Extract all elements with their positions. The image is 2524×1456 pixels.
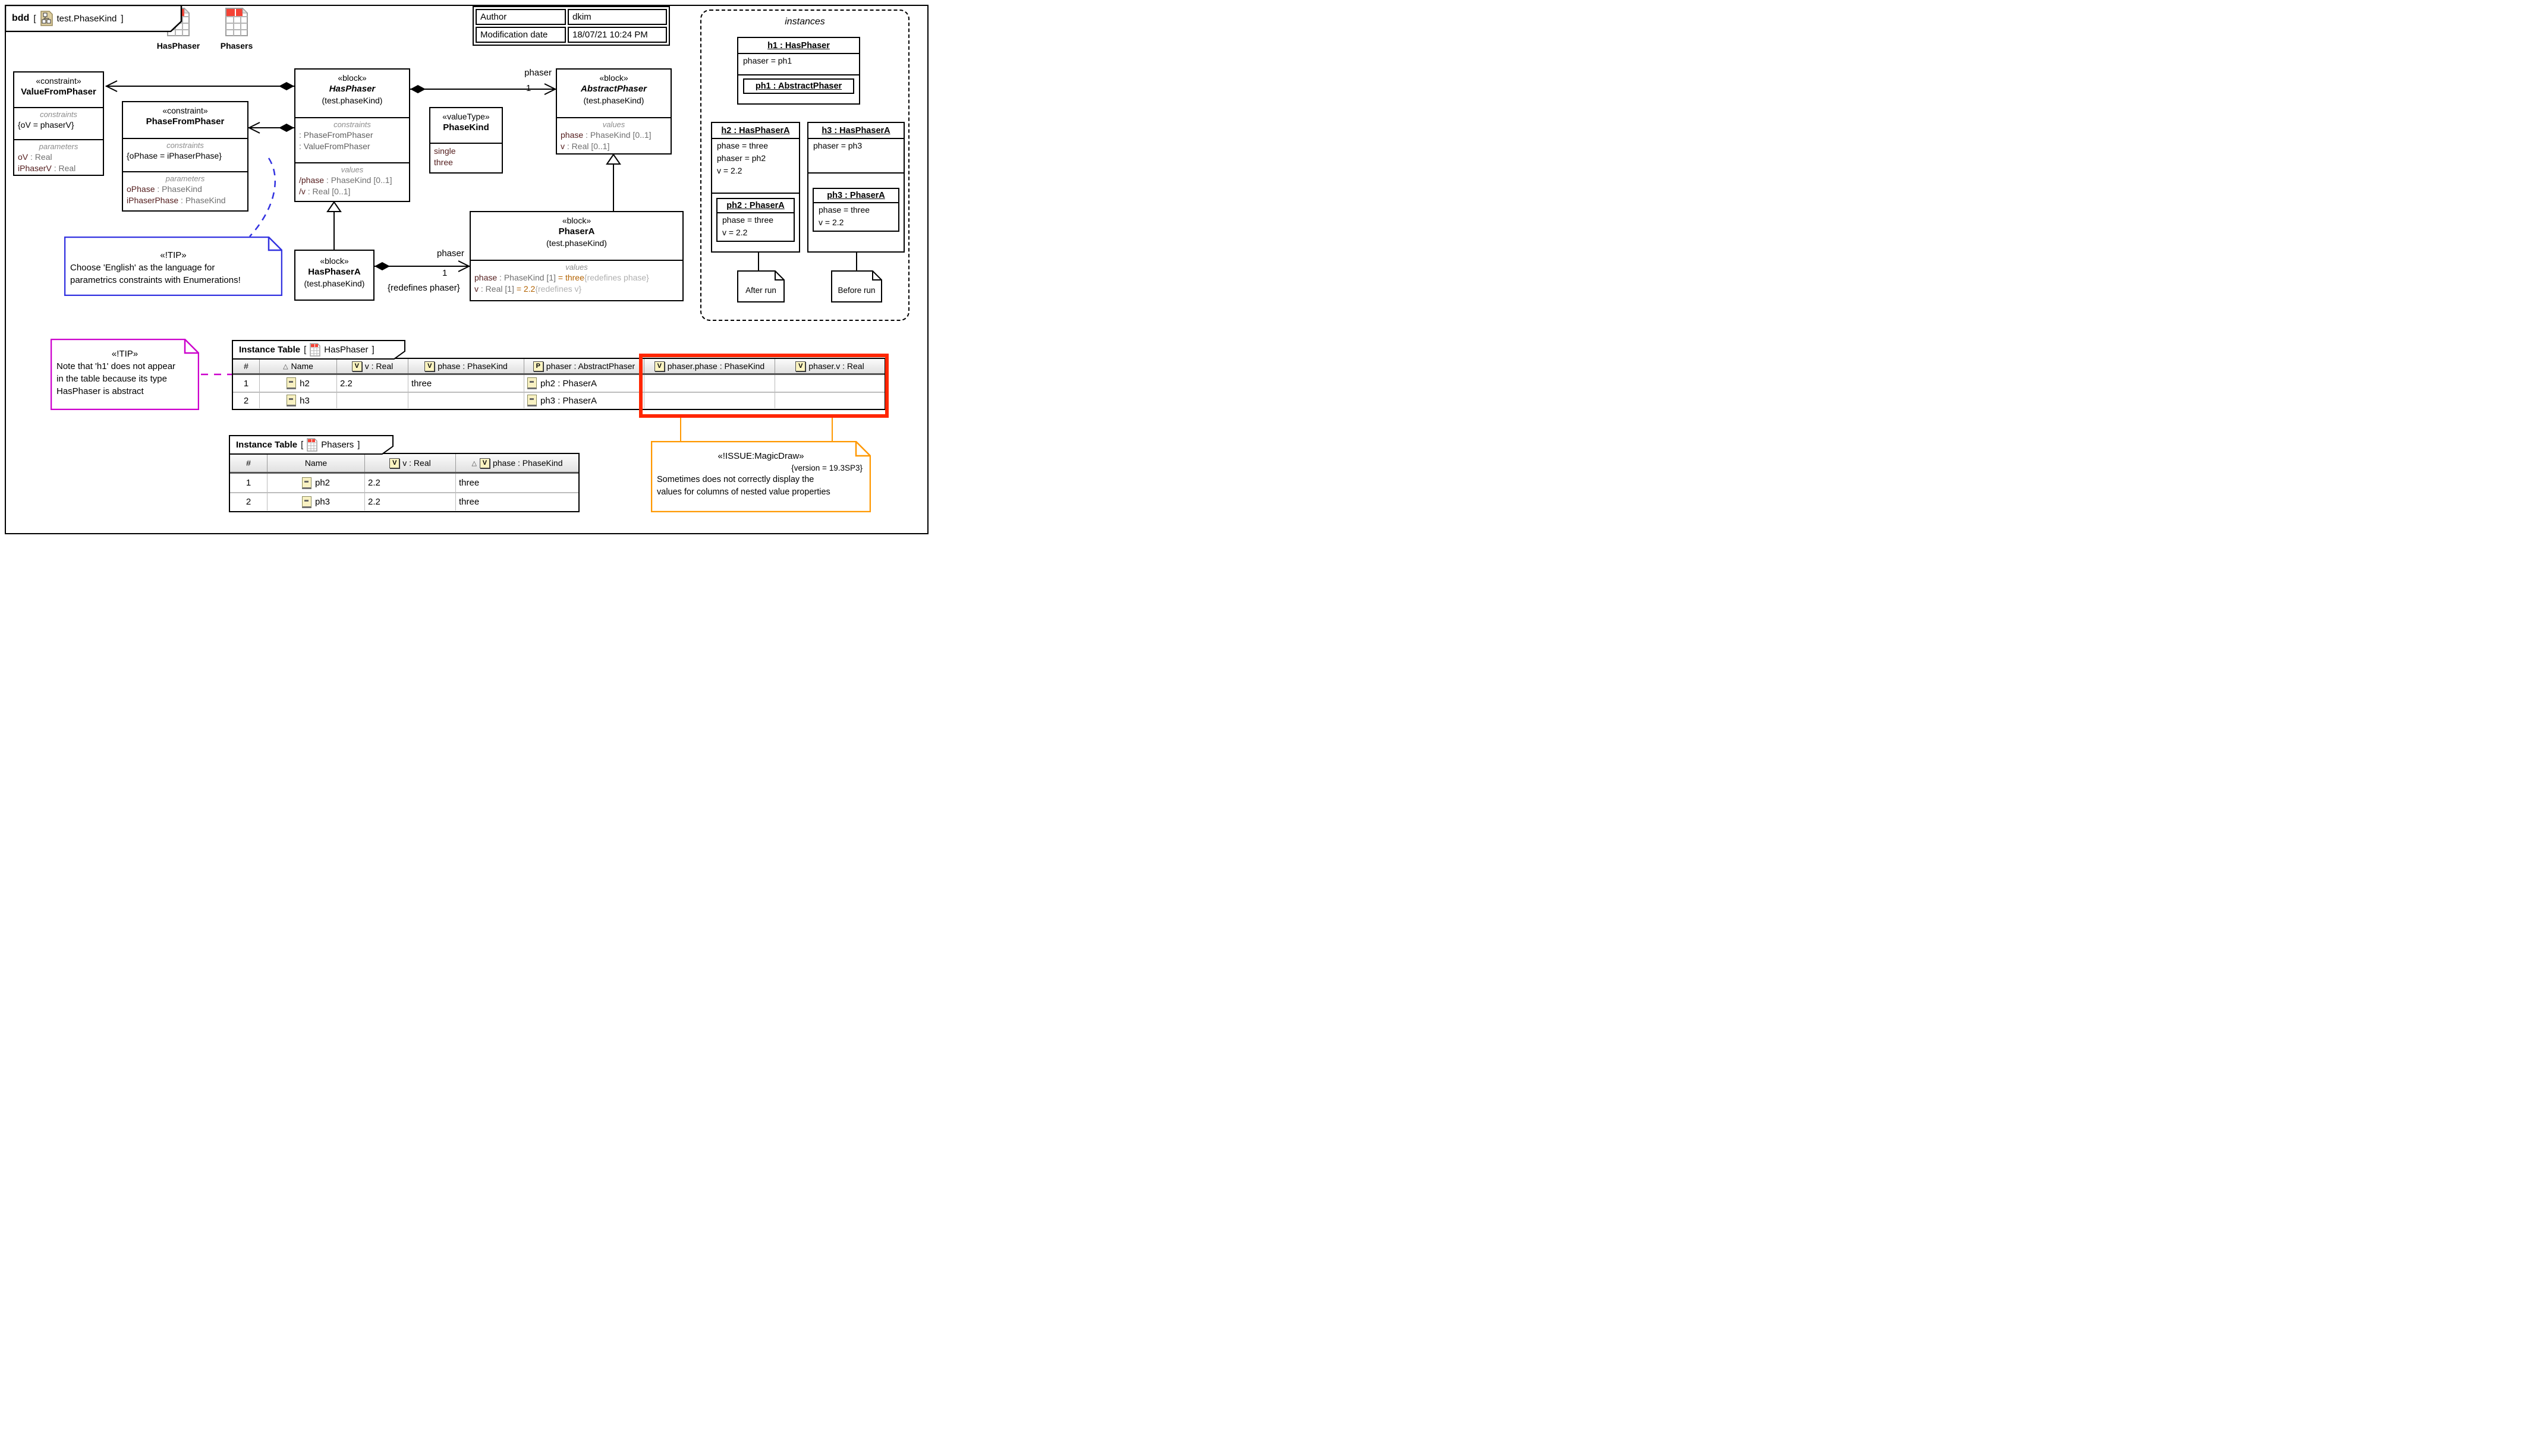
- value-property-icon: V: [352, 361, 362, 371]
- block-package: (test.phaseKind): [583, 96, 644, 105]
- sort-ascending-icon: △: [283, 363, 288, 370]
- block-name: ValueFromPhaser: [21, 87, 96, 97]
- instance-spec-icon: [287, 377, 296, 389]
- diagram-title: test.PhaseKind: [56, 13, 117, 24]
- table-row[interactable]: 1 h2 2.2 three ph2 : PhaserA: [233, 375, 885, 392]
- column-header-phase[interactable]: V phase : PhaseKind: [408, 359, 524, 373]
- block-name: HasPhaser: [329, 84, 376, 94]
- slot: phase = three: [717, 141, 769, 150]
- column-header-phase[interactable]: △ V phase : PhaseKind: [455, 454, 578, 472]
- instance-cell: ph3: [267, 493, 364, 510]
- column-header-v[interactable]: V v : Real: [364, 454, 455, 472]
- table-icon: [225, 7, 248, 37]
- value-property: /phase : PhaseKind [0..1]: [299, 175, 392, 185]
- note-after-run[interactable]: [737, 270, 785, 302]
- compartment-label: parameters: [165, 174, 205, 183]
- table-name: HasPhaser: [324, 345, 369, 355]
- note-text: Choose 'English' as the language for: [70, 263, 215, 273]
- note-stereotype: «!ISSUE:MagicDraw»: [717, 451, 804, 461]
- note-text: Sometimes does not correctly display the: [657, 475, 814, 484]
- note-tip-h1-abstract[interactable]: [51, 339, 199, 410]
- value-property-icon: V: [480, 458, 490, 468]
- instance-title: h3 : HasPhaserA: [822, 126, 890, 135]
- block-hasphaser[interactable]: [294, 68, 410, 202]
- slot: phaser = ph3: [813, 141, 863, 150]
- diagram-header-tab[interactable]: [5, 5, 183, 32]
- column-header-name[interactable]: △ Name: [259, 359, 336, 373]
- assoc-role-phaser-top[interactable]: phaser: [524, 68, 552, 78]
- valuetype-phasekind[interactable]: [429, 107, 503, 174]
- diagram-info-table[interactable]: [473, 6, 670, 46]
- table-title: Instance Table: [239, 345, 301, 355]
- block-name: PhaseFromPhaser: [146, 116, 225, 127]
- constraint-expression: {oV = phaserV}: [18, 120, 74, 130]
- block-name: PhaserA: [558, 226, 595, 237]
- instance-spec-icon: [287, 395, 296, 406]
- value-property: phase : PhaseKind [1] = three{redefines phase}: [474, 273, 649, 282]
- table-shortcut-phasers[interactable]: [212, 7, 262, 51]
- parameter: oV : Real: [18, 152, 52, 162]
- bracket-close: ]: [357, 440, 360, 450]
- block-name: HasPhaserA: [308, 267, 361, 277]
- column-header-v[interactable]: V v : Real: [336, 359, 408, 373]
- stereotype: «block»: [338, 73, 367, 83]
- note-issue-magicdraw[interactable]: [651, 441, 871, 512]
- value-property: v : Real [1] = 2.2{redefines v}: [474, 284, 582, 294]
- column-header-name[interactable]: Name: [267, 454, 364, 472]
- bracket-open: [: [33, 13, 36, 24]
- block-package: (test.phaseKind): [304, 279, 365, 288]
- compartment-label: parameters: [39, 142, 78, 151]
- instance-table-hasphaser-tab[interactable]: [232, 340, 407, 360]
- instance-cell: h2: [259, 375, 336, 392]
- bdd-diagram-icon: [40, 11, 53, 26]
- instance-h3[interactable]: [807, 122, 905, 253]
- instance-table-phasers-tab[interactable]: [229, 435, 395, 455]
- note-version: {version = 19.3SP3}: [791, 464, 863, 472]
- issue-anchor-line: [832, 418, 833, 441]
- instance-ph3[interactable]: [813, 188, 899, 232]
- constraint-property: : PhaseFromPhaser: [299, 130, 373, 140]
- instance-ph2[interactable]: [716, 198, 795, 242]
- note-tip-language[interactable]: [64, 237, 282, 296]
- slot: phaser = ph2: [717, 153, 766, 163]
- modification-date-label: Modification date: [476, 27, 566, 43]
- table-row[interactable]: 2 ph3 2.2 three: [230, 492, 578, 510]
- constraint-property: : ValueFromPhaser: [299, 141, 370, 151]
- block-package: (test.phaseKind): [546, 238, 607, 248]
- table-name: Phasers: [321, 440, 354, 450]
- assoc-role-phaser-bottom[interactable]: phaser: [437, 248, 464, 259]
- value-property-icon: V: [424, 361, 435, 371]
- instance-h2[interactable]: [711, 122, 800, 253]
- table-shortcut-label: HasPhaser: [156, 41, 200, 51]
- compartment-label: constraints: [40, 110, 77, 119]
- column-header-index[interactable]: #: [244, 361, 248, 371]
- instance-spec-icon: [302, 477, 311, 489]
- note-text: parametrics constraints with Enumerations!: [70, 275, 241, 285]
- column-header-phaser-v[interactable]: V phaser.v : Real: [775, 359, 885, 373]
- bracket-close: ]: [372, 345, 374, 355]
- value-property: v : Real [0..1]: [561, 141, 610, 151]
- table-icon: [310, 343, 320, 357]
- instance-spec-icon: [527, 377, 537, 389]
- part-property-icon: P: [533, 361, 543, 371]
- instance-table-phasers[interactable]: [229, 453, 580, 512]
- instance-title: h2 : HasPhaserA: [721, 126, 790, 135]
- instance-cell: ph2 : PhaserA: [524, 375, 644, 392]
- note-stereotype: «!TIP»: [111, 349, 139, 359]
- slot: v = 2.2: [819, 218, 844, 227]
- instance-spec-icon: [527, 395, 537, 406]
- block-abstractphaser[interactable]: [556, 68, 672, 155]
- stereotype: «block»: [599, 73, 628, 83]
- value-property-icon: V: [795, 361, 805, 371]
- value-property-icon: V: [389, 458, 399, 468]
- column-header-phaser[interactable]: P phaser : AbstractPhaser: [524, 359, 644, 373]
- enum-literal: single: [434, 146, 456, 156]
- block-hasphasera[interactable]: [294, 250, 374, 301]
- table-row[interactable]: 2 h3 ph3 : PhaserA: [233, 392, 885, 408]
- note-text: Before run: [838, 286, 876, 295]
- instance-title: ph3 : PhaserA: [827, 191, 885, 200]
- compartment-label: values: [565, 263, 588, 272]
- modification-date-value: 18/07/21 10:24 PM: [568, 27, 667, 43]
- note-stereotype: «!TIP»: [160, 250, 187, 260]
- column-header-index[interactable]: #: [246, 458, 251, 468]
- block-name: AbstractPhaser: [581, 84, 647, 94]
- stereotype: «block»: [320, 256, 349, 266]
- assoc-mult-top[interactable]: 1: [526, 83, 531, 93]
- stereotype: «constraint»: [162, 106, 208, 115]
- instance-ph1[interactable]: [743, 78, 854, 94]
- column-header-phaser-phase[interactable]: V phaser.phase : PhaseKind: [644, 359, 775, 373]
- diagram-canvas: [0, 0, 932, 538]
- block-valuefromphaser[interactable]: [13, 71, 104, 176]
- table-shortcut-label: Phasers: [220, 41, 253, 51]
- value-property: phase : PhaseKind [0..1]: [561, 130, 652, 140]
- block-package: (test.phaseKind): [322, 96, 383, 105]
- constraint-expression: {oPhase = iPhaserPhase}: [127, 151, 222, 160]
- stereotype: «valueType»: [442, 112, 490, 121]
- instances-title: instances: [785, 17, 825, 27]
- block-phasefromphaser[interactable]: [122, 101, 248, 212]
- bracket-open: [: [304, 345, 307, 355]
- author-value: dkim: [568, 9, 667, 25]
- highlight-red-box: [639, 354, 889, 418]
- parameter: oPhase : PhaseKind: [127, 184, 202, 194]
- value-property: /v : Real [0..1]: [299, 187, 351, 196]
- compartment-label: constraints: [166, 141, 204, 150]
- issue-anchor-line: [680, 418, 681, 441]
- note-text: values for columns of nested value properties: [657, 487, 830, 497]
- valuetype-name: PhaseKind: [443, 122, 489, 133]
- stereotype: «constraint»: [36, 76, 81, 86]
- table-title: Instance Table: [236, 440, 298, 450]
- note-before-run[interactable]: [831, 270, 882, 302]
- diagram-kind: bdd: [12, 13, 30, 23]
- assoc-mult-bottom[interactable]: 1: [442, 268, 448, 278]
- instance-title: h1 : HasPhaser: [767, 41, 830, 51]
- sort-ascending-icon: △: [471, 459, 477, 467]
- author-label: Author: [476, 9, 566, 25]
- parameter: iPhaserPhase : PhaseKind: [127, 196, 226, 205]
- enum-literal: three: [434, 157, 453, 167]
- slot: phase = three: [722, 215, 774, 225]
- table-row[interactable]: 1 ph2 2.2 three: [230, 474, 578, 492]
- instance-title: ph1 : AbstractPhaser: [755, 81, 842, 91]
- stereotype: «block»: [562, 216, 591, 225]
- slot: v = 2.2: [717, 166, 742, 175]
- slot: phaser = ph1: [743, 56, 792, 65]
- instance-cell: ph2: [267, 474, 364, 492]
- block-phasera[interactable]: [470, 211, 684, 301]
- note-text: After run: [745, 286, 776, 295]
- compartment-label: values: [341, 165, 364, 174]
- assoc-constraint-redefines[interactable]: {redefines phaser}: [388, 283, 460, 293]
- bracket-close: ]: [121, 13, 124, 24]
- note-text: Note that 'h1' does not appear: [56, 361, 176, 371]
- instance-spec-icon: [302, 496, 311, 508]
- note-text: HasPhaser is abstract: [56, 386, 144, 396]
- parameter: iPhaserV : Real: [18, 163, 76, 173]
- compartment-label: values: [602, 120, 625, 129]
- slot: v = 2.2: [722, 228, 748, 237]
- instance-cell: h3: [259, 393, 336, 408]
- table-icon: [307, 438, 317, 452]
- instance-h1[interactable]: [737, 37, 860, 105]
- instance-cell: ph3 : PhaserA: [524, 393, 644, 408]
- value-property-icon: V: [654, 361, 665, 371]
- slot: phase = three: [819, 205, 870, 215]
- instance-title: ph2 : PhaserA: [726, 201, 785, 210]
- note-text: in the table because its type: [56, 374, 167, 384]
- compartment-label: constraints: [333, 120, 371, 129]
- bracket-open: [: [301, 440, 304, 450]
